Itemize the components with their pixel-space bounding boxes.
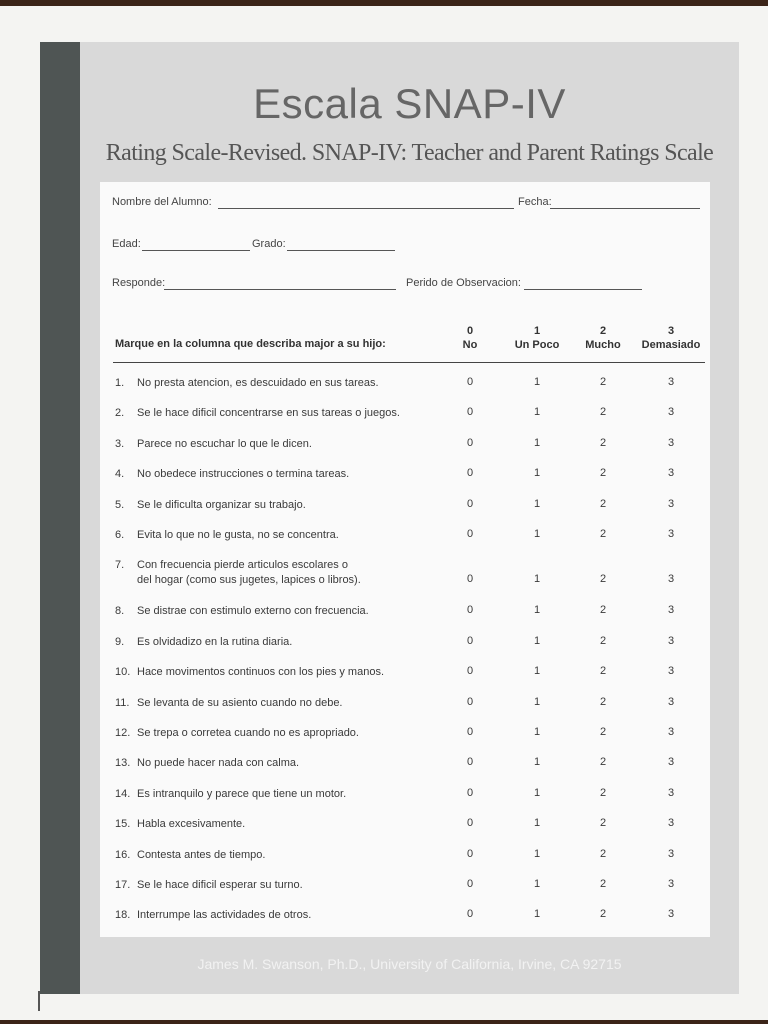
item-4-option-0[interactable]: 0 [466, 467, 474, 480]
item-13-option-2[interactable]: 2 [599, 756, 607, 769]
form-title: Escala SNAP-IV [253, 80, 566, 127]
item-18-option-2[interactable]: 2 [599, 908, 607, 921]
item-number: 4. [115, 468, 125, 481]
item-1-option-2[interactable]: 2 [599, 376, 607, 388]
item-4-option-1[interactable]: 1 [533, 467, 541, 480]
item-8-option-1[interactable]: 1 [533, 604, 541, 617]
item-16-option-2[interactable]: 2 [599, 847, 607, 860]
item-6-option-2[interactable]: 2 [599, 528, 607, 540]
item-16-text [115, 848, 265, 863]
item-6-text [115, 528, 339, 543]
item-17-option-0[interactable]: 0 [466, 878, 474, 890]
item-13-option-1[interactable]: 1 [533, 756, 541, 769]
item-2-option-1[interactable]: 1 [533, 406, 541, 419]
instruction-text: Marque en la columna que describa major a su hijo: [115, 338, 386, 350]
item-number: 5. [115, 498, 125, 511]
item-4-text [115, 467, 349, 482]
item-7-option-0[interactable]: 0 [466, 573, 474, 586]
item-text-line: No obedece instrucciones o termina tareas. [137, 468, 350, 481]
form-subtitle: Rating Scale-Revised. SNAP-IV: Teacher and Parent Ratings Scale [105, 140, 714, 166]
item-8-option-0[interactable]: 0 [466, 604, 474, 617]
item-15-option-0[interactable]: 0 [466, 817, 474, 830]
item-text-line: Es intranquilo y parece que tiene un motor. [137, 787, 347, 800]
item-2-option-3[interactable]: 3 [667, 406, 675, 419]
item-text-line: Se levanta de su asiento cuando no debe. [137, 696, 343, 709]
periodo-label: Perido de Observacion: [406, 277, 521, 289]
item-2-option-0[interactable]: 0 [466, 406, 474, 419]
item-14-option-3[interactable]: 3 [667, 786, 675, 799]
item-9-option-1[interactable]: 1 [533, 634, 541, 647]
item-number: 9. [115, 635, 125, 648]
item-5-option-0[interactable]: 0 [466, 497, 474, 510]
item-4-option-2[interactable]: 2 [599, 467, 607, 480]
grado-label: Grado: [252, 238, 286, 250]
item-6-option-1[interactable]: 1 [533, 528, 541, 540]
item-15-option-2[interactable]: 2 [599, 817, 607, 830]
item-text-line: Se trepa o corretea cuando no es apropriado. [137, 727, 359, 739]
item-3-option-1[interactable]: 1 [533, 436, 541, 449]
item-5-text [115, 498, 306, 513]
item-16-option-1[interactable]: 1 [533, 847, 541, 860]
form-body [100, 182, 710, 937]
column-header-3: 3 Demasiado [641, 325, 701, 351]
item-number: 7. [115, 559, 125, 572]
item-number: 10. [115, 666, 131, 679]
item-number: 3. [115, 437, 125, 450]
item-number: 8. [115, 605, 125, 618]
item-text-line: Se le dificulta organizar su trabajo. [137, 498, 306, 511]
item-12-option-1[interactable]: 1 [533, 726, 541, 738]
item-9-option-0[interactable]: 0 [466, 634, 474, 647]
item-8-option-3[interactable]: 3 [667, 604, 675, 617]
item-5-option-1[interactable]: 1 [533, 497, 541, 510]
item-number: 14. [115, 787, 131, 800]
paper-sheet [0, 6, 768, 1020]
item-number: 15. [115, 818, 131, 831]
item-2-text [115, 406, 400, 421]
item-8-text [115, 604, 369, 619]
item-18-text [115, 908, 311, 923]
form-frame [40, 42, 739, 994]
item-1-option-1[interactable]: 1 [533, 376, 541, 388]
item-18-option-0[interactable]: 0 [466, 908, 474, 921]
item-11-option-1[interactable]: 1 [533, 695, 541, 708]
item-1-option-0[interactable]: 0 [466, 376, 474, 388]
item-3-text [115, 437, 312, 452]
item-12-option-0[interactable]: 0 [466, 726, 474, 738]
item-7-option-2[interactable]: 2 [599, 573, 607, 586]
item-6-option-0[interactable]: 0 [466, 528, 474, 540]
footer-credit: James M. Swanson, Ph.D., University of California, Irvine, CA 92715 [197, 956, 622, 972]
item-15-option-1[interactable]: 1 [533, 817, 541, 830]
item-number: 13. [115, 757, 131, 770]
item-number: 16. [115, 848, 131, 861]
item-text-line: Interrumpe las actividades de otros. [137, 909, 312, 922]
item-12-option-2[interactable]: 2 [599, 726, 607, 738]
item-1-option-3[interactable]: 3 [667, 376, 675, 388]
item-1-text [115, 376, 379, 391]
nombre-field[interactable] [218, 208, 514, 209]
item-13-option-0[interactable]: 0 [466, 756, 474, 769]
item-15-text [115, 817, 245, 832]
item-text-line: Hace movimentos continuos con los pies y manos. [137, 666, 385, 679]
column-header-0: 0 No [462, 325, 478, 351]
frame-edge [38, 991, 40, 1011]
item-14-option-0[interactable]: 0 [466, 786, 474, 799]
item-2-option-2[interactable]: 2 [599, 406, 607, 419]
item-3-option-2[interactable]: 2 [599, 436, 607, 449]
item-number: 1. [115, 377, 125, 389]
item-text-line: Se le hace dificil esperar su turno. [137, 879, 303, 891]
item-13-text [115, 756, 299, 771]
item-5-option-2[interactable]: 2 [599, 497, 607, 510]
item-text-line: Con frecuencia pierde articulos escolares o [137, 559, 348, 572]
responde-field[interactable] [164, 289, 396, 290]
item-16-option-3[interactable]: 3 [667, 847, 675, 860]
item-number: 11. [115, 696, 130, 709]
item-9-option-3[interactable]: 3 [667, 634, 675, 647]
side-strip [40, 42, 80, 994]
fecha-field[interactable] [550, 208, 700, 209]
item-number: 18. [115, 909, 131, 922]
column-header-2: 2 Mucho [585, 325, 621, 351]
item-17-option-2[interactable]: 2 [599, 878, 607, 890]
item-14-option-2[interactable]: 2 [599, 786, 607, 799]
item-7-option-3[interactable]: 3 [667, 573, 675, 586]
header-rule [113, 362, 705, 363]
item-9-text [115, 635, 292, 650]
item-15-option-3[interactable]: 3 [667, 817, 675, 830]
item-10-option-0[interactable]: 0 [466, 665, 474, 678]
item-6-option-3[interactable]: 3 [667, 528, 675, 540]
item-7-text [115, 558, 361, 588]
item-text-line: Habla excesivamente. [137, 818, 246, 831]
item-10-option-3[interactable]: 3 [667, 665, 675, 678]
item-text-line: Se le hace dificil concentrarse en sus tareas o juegos. [137, 407, 400, 420]
item-number: 2. [115, 407, 125, 420]
item-16-option-0[interactable]: 0 [466, 847, 474, 860]
item-text-line: No puede hacer nada con calma. [137, 757, 300, 770]
column-header-1: 1 Un Poco [514, 325, 560, 351]
item-14-option-1[interactable]: 1 [533, 786, 541, 799]
item-3-option-3[interactable]: 3 [667, 436, 675, 449]
item-12-option-3[interactable]: 3 [667, 726, 675, 738]
item-10-text [115, 665, 384, 680]
item-13-option-3[interactable]: 3 [667, 756, 675, 769]
grado-field[interactable] [287, 250, 395, 251]
item-number: 6. [115, 529, 125, 541]
item-4-option-3[interactable]: 3 [667, 467, 675, 480]
edad-label: Edad: [112, 238, 141, 250]
item-number: 17. [115, 879, 131, 891]
item-5-option-3[interactable]: 3 [667, 497, 675, 510]
fecha-label: Fecha: [518, 196, 552, 208]
item-10-option-1[interactable]: 1 [533, 665, 541, 678]
item-11-text [115, 696, 343, 711]
item-17-option-1[interactable]: 1 [533, 878, 541, 890]
item-12-text [115, 726, 359, 741]
periodo-field[interactable] [524, 289, 642, 290]
responde-label: Responde: [112, 277, 166, 289]
item-17-option-3[interactable]: 3 [667, 878, 675, 890]
edad-field[interactable] [142, 250, 250, 251]
item-text-line: del hogar (como sus jugetes, lapices o libros). [137, 574, 361, 587]
item-3-option-0[interactable]: 0 [466, 436, 474, 449]
item-text-line: Parece no escuchar lo que le dicen. [137, 437, 312, 450]
item-9-option-2[interactable]: 2 [599, 634, 607, 647]
item-text-line: Evita lo que no le gusta, no se concentra. [137, 529, 339, 541]
item-text-line: No presta atencion, es descuidado en sus tareas. [137, 377, 379, 389]
item-18-option-3[interactable]: 3 [667, 908, 675, 921]
item-11-option-2[interactable]: 2 [599, 695, 607, 708]
item-11-option-0[interactable]: 0 [466, 695, 474, 708]
item-text-line: Se distrae con estimulo externo con frecuencia. [137, 605, 369, 618]
item-text-line: Contesta antes de tiempo. [137, 848, 266, 861]
item-8-option-2[interactable]: 2 [599, 604, 607, 617]
item-18-option-1[interactable]: 1 [533, 908, 541, 921]
item-number: 12. [115, 727, 131, 739]
item-7-option-1[interactable]: 1 [533, 573, 541, 586]
item-11-option-3[interactable]: 3 [667, 695, 675, 708]
item-17-text [115, 878, 303, 893]
item-14-text [115, 787, 346, 802]
item-10-option-2[interactable]: 2 [599, 665, 607, 678]
item-text-line: Es olvidadizo en la rutina diaria. [137, 635, 293, 648]
nombre-label: Nombre del Alumno: [112, 196, 212, 208]
